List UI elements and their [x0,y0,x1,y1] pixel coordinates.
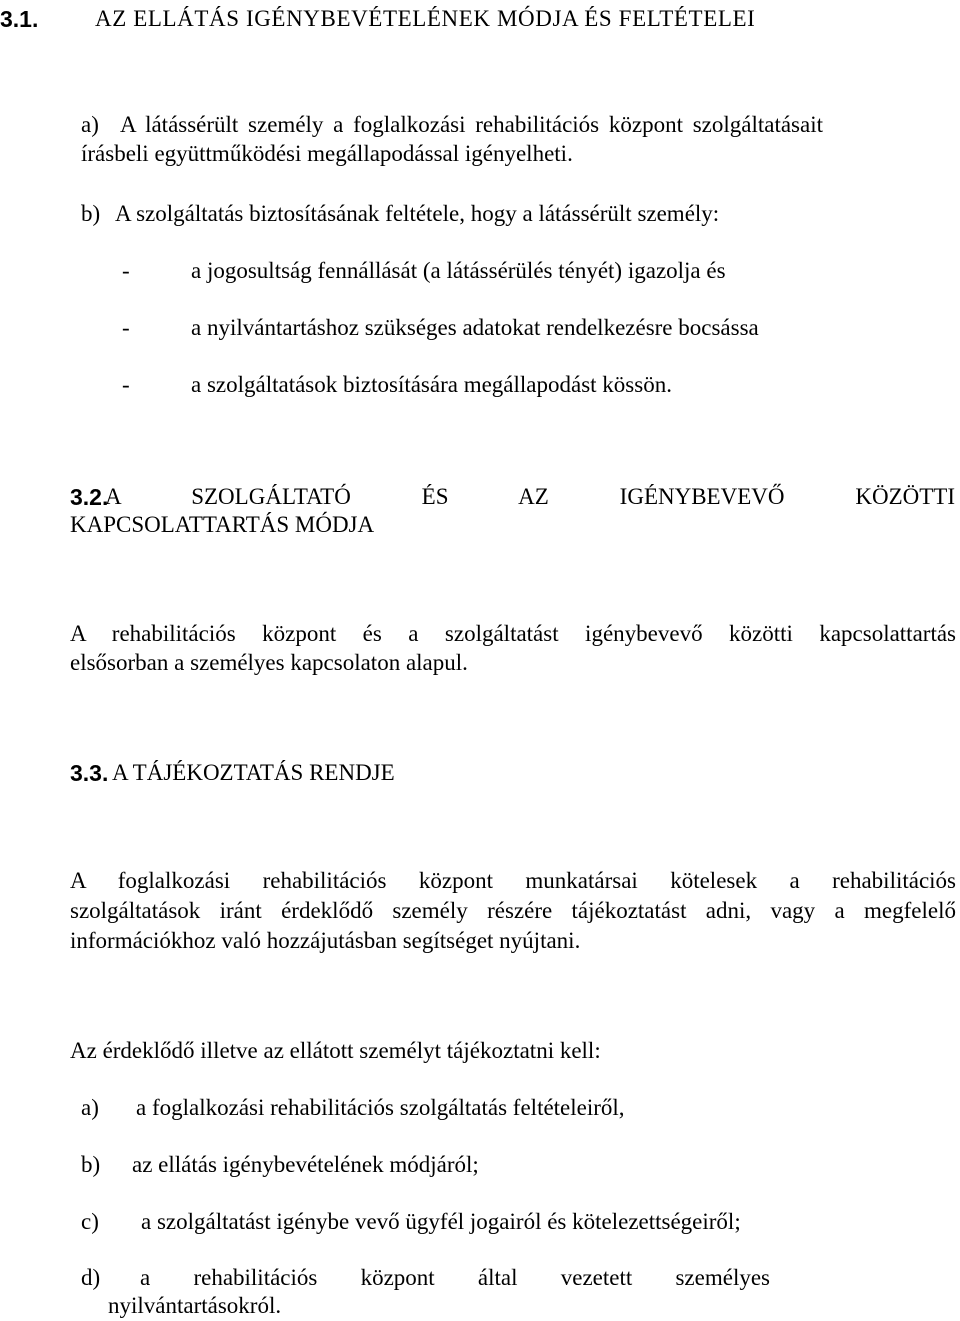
item-b-text: A szolgáltatás biztosításának feltétele, hogy a látássérült személy: [115,201,720,226]
info-item-marker: d) [81,1265,101,1290]
info-item-marker: c) [81,1209,99,1234]
info-intro: Az érdeklődő illetve az ellátott személyt tájékoztatni kell: [70,1038,601,1063]
paragraph-3-2-line1: A rehabilitációs központ és a szolgáltatást igénybevevő közötti kapcsolattartás [70,621,956,646]
paragraph-3-2-line2: elsősorban a személyes kapcsolaton alapul. [70,650,468,675]
bullet-dash: - [122,372,130,397]
paragraph-3-3-line1: A foglalkozási rehabilitációs központ munkatársai kötelesek a rehabilitációs [70,868,956,893]
bullet-text: a nyilvántartáshoz szükséges adatokat rendelkezésre bocsássa [191,315,759,340]
bullet-text: a jogosultság fennállását (a látássérülés tényét) igazolja és [191,258,726,283]
section-title-3-1: AZ ELLÁTÁS IGÉNYBEVÉTELÉNEK MÓDJA ÉS FELTÉTELEI [95,6,756,31]
bullet-dash: - [122,315,130,340]
section-title-3-3: A TÁJÉKOZTATÁS RENDJE [112,760,395,785]
info-item-text: a szolgáltatást igénybe vevő ügyfél jogairól és kötelezettségeiről; [141,1209,741,1234]
info-item-text: az ellátás igénybevételének módjáról; [132,1152,479,1177]
item-a-line1: A látássérült személy a foglalkozási rehabilitációs központ szolgáltatásait [120,112,823,137]
section-title-3-2-line1: A SZOLGÁLTATÓ ÉS AZ IGÉNYBEVEVŐ KÖZÖTTI [105,484,955,509]
info-item-text-continued: nyilvántartásokról. [108,1293,282,1318]
item-b-marker: b) [81,201,101,226]
section-number-3-3: 3.3. [70,760,109,786]
info-item-text: a rehabilitációs központ által vezetett személyes [140,1265,770,1290]
paragraph-3-3-line2: szolgáltatások iránt érdeklődő személy részére tájékoztatást adni, vagy a megfelelő [70,898,956,923]
paragraph-3-3-line3: információkhoz való hozzájutásban segítséget nyújtani. [70,928,581,953]
item-a-line2: írásbeli együttműködési megállapodással igényelheti. [81,141,573,166]
section-title-3-2-line2: KAPCSOLATTARTÁS MÓDJA [70,512,375,537]
info-item-text: a foglalkozási rehabilitációs szolgáltatás feltételeiről, [136,1095,625,1120]
info-item-marker: a) [81,1095,99,1120]
bullet-text: a szolgáltatások biztosítására megállapodást kössön. [191,372,672,397]
bullet-dash: - [122,258,130,283]
section-number-3-2: 3.2. [70,484,109,510]
item-a-marker: a) [81,112,99,137]
section-number-3-1: 3.1. [0,6,39,32]
info-item-marker: b) [81,1152,101,1177]
